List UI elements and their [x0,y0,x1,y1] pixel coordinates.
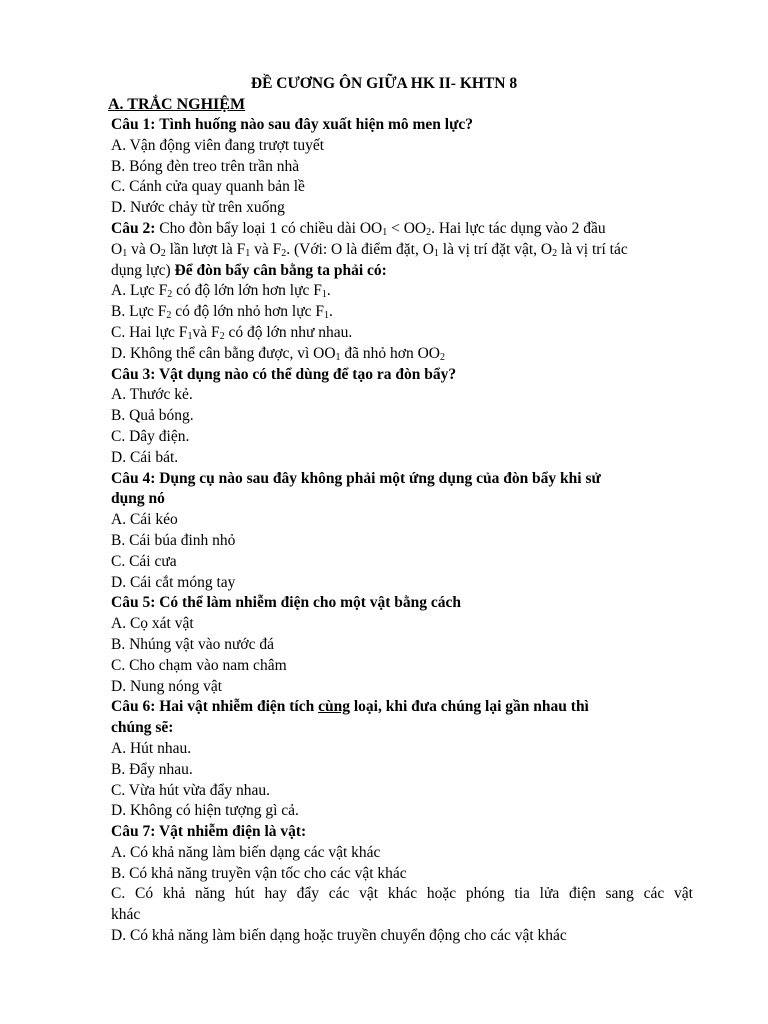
q1-option-c: C. Cánh cửa quay quanh bản lề [111,178,305,196]
q2-option-c: C. Hai lực $F_1và$ $F_2$ có độ lớn như nhau. [111,323,353,342]
question-5-heading: Câu 5: Có thể làm nhiễm điện cho một vật bằng cách [111,594,462,612]
document-title: ĐỀ CƯƠNG ÔN GIỮA HK II- KHTN 8 [250,75,518,92]
q6-option-a: A. Hút nhau. [111,739,192,757]
question-3-heading: Câu 3: Vật dụng nào có thể dùng để tạo ra đòn bẩy? [111,365,457,383]
q4-option-d: D. Cái cắt móng tay [111,573,236,591]
q6-option-b: B. Đẩy nhau. [111,760,193,778]
question-list [111,115,693,947]
question-7-heading: Câu 7: Vật nhiễm điện là vật: [111,823,307,841]
q3-option-a: A. Thước kẻ. [111,386,193,404]
section-heading: A. TRẮC NGHIỆM [108,96,246,113]
q7-option-c-line-2: khác [111,906,141,924]
q3-option-c: C. Dây điện. [111,427,190,445]
q7-option-b: B. Có khả năng truyền vận tốc cho các vật khác [111,864,407,882]
question-2-line-1: Câu 2: Cho đòn bẩy loại 1 có chiều dài $OO_1 < OO_2$. Hai lực tác dụng vào 2 đầu [111,219,606,238]
q7-option-c-line-1: C. Có khả năng hút hay đẩy các vật khác hoặc phóng tia lửa điện sang các vật [111,885,693,903]
q6-option-d: D. Không có hiện tượng gì cả. [111,802,299,820]
q3-option-d: D. Cái bát. [111,448,179,466]
q1-option-b: B. Bóng đèn treo trên trần nhà [111,157,300,175]
q1-option-d: D. Nước chảy từ trên xuống [111,199,285,217]
q5-option-a: A. Cọ xát vật [111,615,194,633]
question-2-line-2: $O_1$ và $O_2$ lần lượt là $F_1$ và $F_2$. (Với: O là điểm đặt, $O_1$ là vị trí đặt vật, $O_2$ là vị trí tác [111,240,628,259]
question-6-heading-line-2: chúng sẽ: [111,719,174,737]
q4-option-b: B. Cái búa đinh nhỏ [111,531,236,549]
q7-option-d: D. Có khả năng làm biến dạng hoặc truyền chuyển động cho các vật khác [111,927,567,945]
q2-option-b: B. Lực $F_2$ có độ lớn nhỏ hơn lực $F_1$. [111,303,333,322]
q5-option-b: B. Nhúng vật vào nước đá [111,635,274,653]
q5-option-c: C. Cho chạm vào nam châm [111,656,287,674]
q2-option-a: A. Lực $F_2$ có độ lớn lớn hơn lực $F_1$. [111,282,331,301]
q4-option-c: C. Cái cưa [111,552,177,570]
q2-option-d: D. Không thể cân bằng được, vì $OO_1$ đã nhỏ hơn $OO_2$ [111,344,445,363]
q6-option-c: C. Vừa hút vừa đẩy nhau. [111,781,271,799]
q7-option-a: A. Có khả năng làm biến dạng các vật khác [111,843,381,861]
q3-option-b: B. Quả bóng. [111,407,194,425]
question-4-heading-line-1: Câu 4: Dụng cụ nào sau đây không phải một ứng dụng của đòn bẩy khi sử [111,469,601,487]
q5-option-d: D. Nung nóng vật [111,677,223,695]
question-4-heading-line-2: dụng nó [111,490,165,508]
question-6-heading-line-1: Câu 6: Hai vật nhiễm điện tích cùng loại, khi đưa chúng lại gần nhau thì [111,698,589,716]
question-1-heading: Câu 1: Tình huống nào sau đây xuất hiện mô men lực? [111,116,474,133]
q4-option-a: A. Cái kéo [111,511,178,529]
q1-option-a: A. Vận động viên đang trượt tuyết [111,136,325,154]
question-2-line-3: dụng lực) Để đòn bẩy cân bằng ta phải có: [111,261,387,279]
